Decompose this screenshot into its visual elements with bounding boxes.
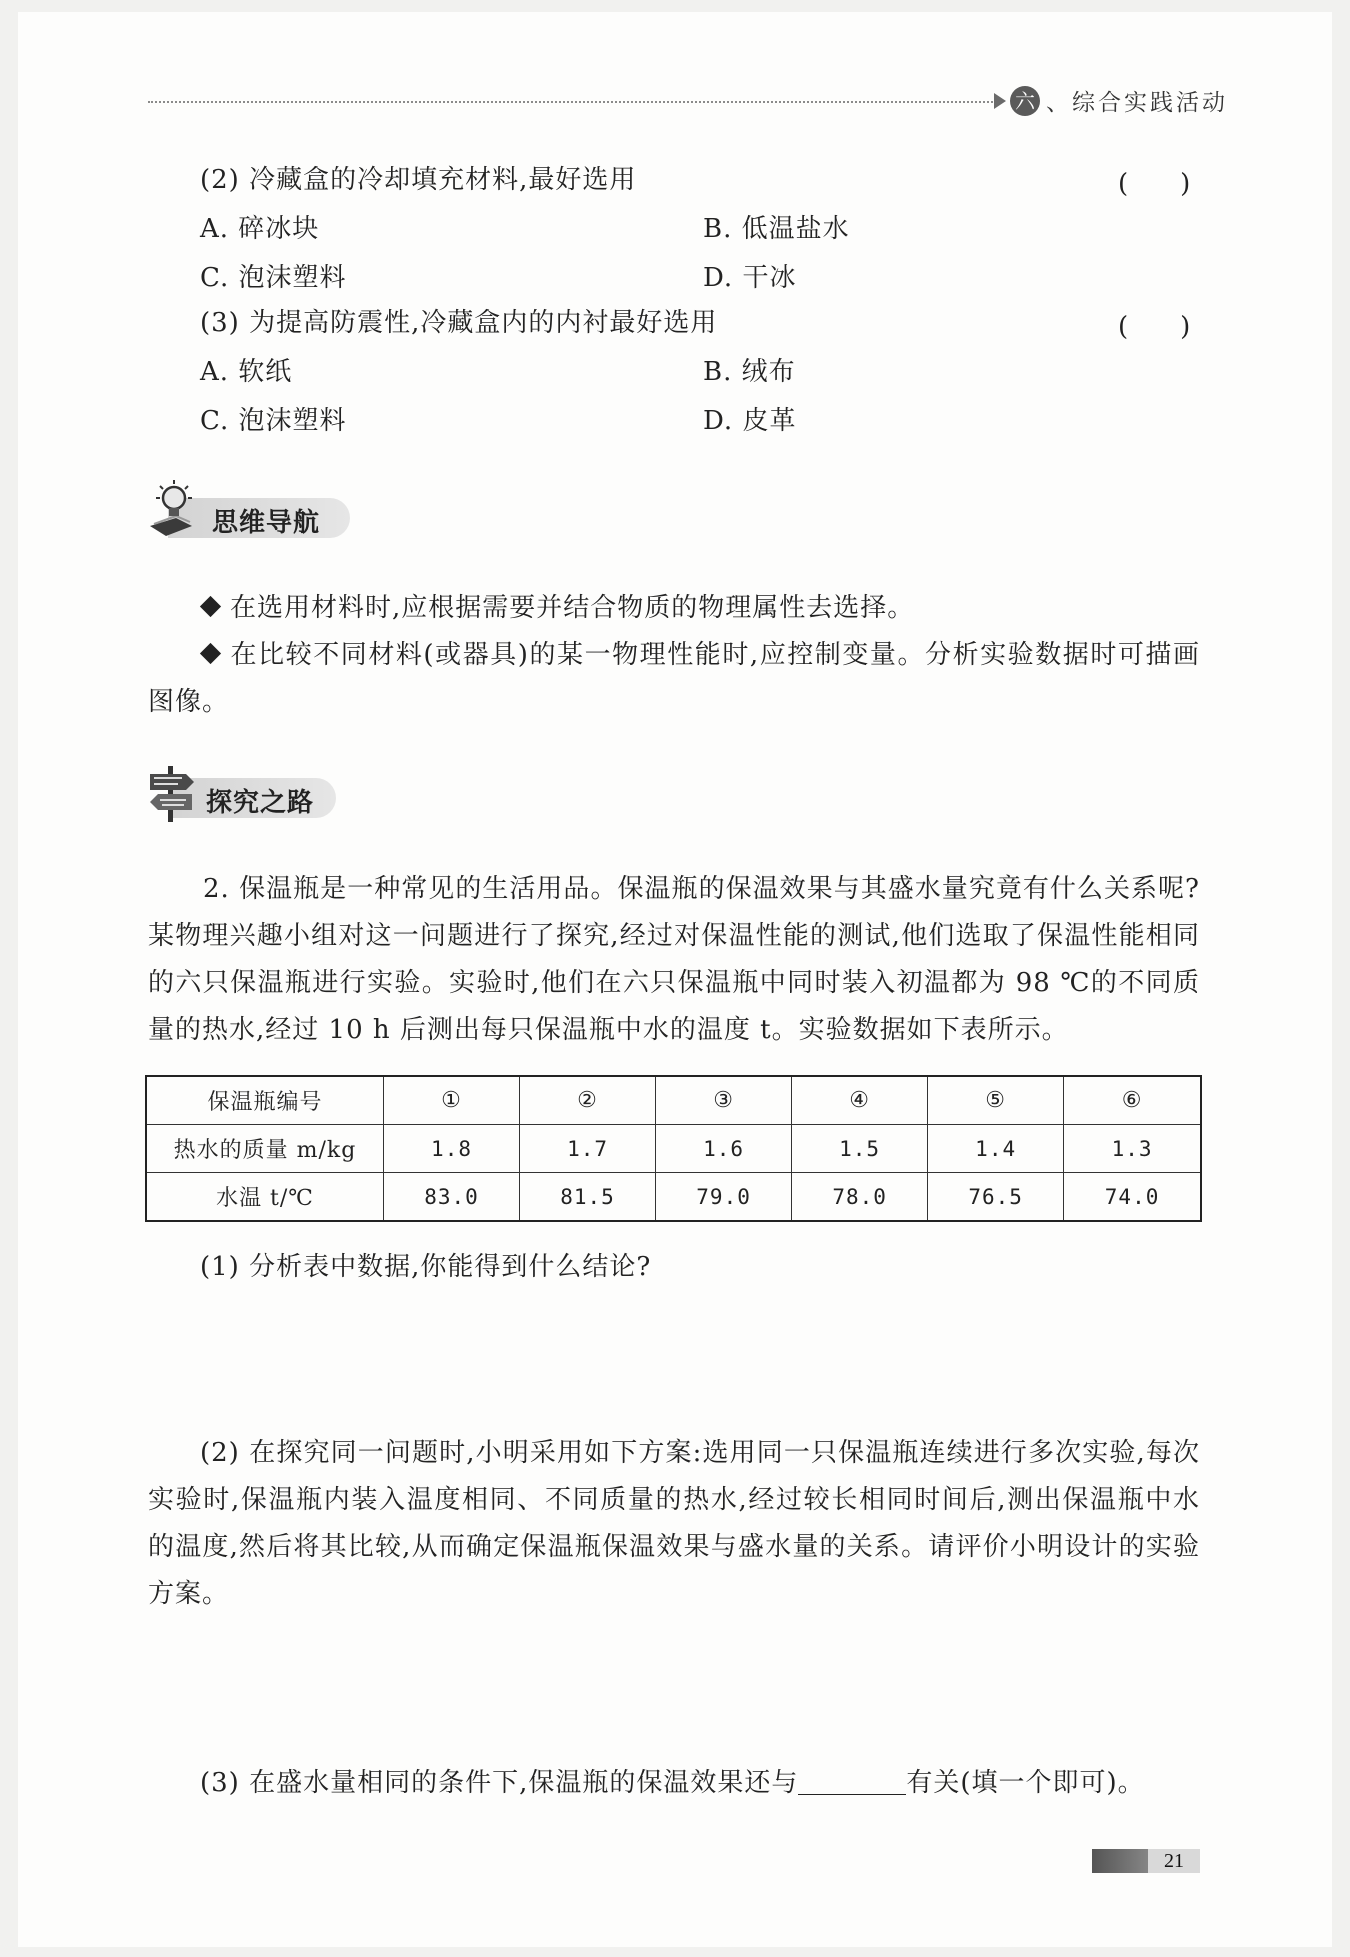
table-cell: 83.0: [384, 1173, 520, 1222]
question-3-option-b: B. 绒布: [703, 357, 796, 387]
fill-in-blank[interactable]: [798, 1766, 906, 1795]
question-3-answer-paren[interactable]: ( ): [1118, 312, 1191, 342]
chapter-number-badge: 六: [1010, 86, 1040, 116]
header-rule: [148, 101, 996, 103]
lightbulb-book-icon: [146, 478, 198, 542]
page-number: 21: [1148, 1849, 1200, 1873]
question-2-option-d: D. 干冰: [703, 263, 797, 293]
question-2-option-c: C. 泡沫塑料: [200, 263, 347, 293]
experiment-data-table: [145, 1075, 1202, 1222]
question-2-answer-paren[interactable]: ( ): [1118, 169, 1191, 199]
row-label-ids: 保温瓶编号: [146, 1076, 384, 1125]
table-cell: ①: [384, 1076, 520, 1125]
question-3-option-c: C. 泡沫塑料: [200, 406, 347, 436]
table-cell: 74.0: [1064, 1173, 1201, 1222]
row-label-temp: 水温 t/℃: [146, 1173, 384, 1222]
table-cell: ⑤: [928, 1076, 1064, 1125]
table-cell: 1.4: [928, 1125, 1064, 1173]
table-cell: 1.6: [656, 1125, 792, 1173]
table-cell: 1.8: [384, 1125, 520, 1173]
sub-question-1: (1) 分析表中数据,你能得到什么结论?: [200, 1252, 652, 1282]
row-label-mass: 热水的质量 m/kg: [146, 1125, 384, 1173]
table-cell: ②: [520, 1076, 656, 1125]
table-row-mass: [146, 1125, 1201, 1173]
sub-question-2: (2) 在探究同一问题时,小明采用如下方案:选用同一只保温瓶连续进行多次实验,每次实验时,保温瓶内装入温度相同、不同质量的热水,经过较长相同时间后,测出保温瓶中水的温度,然后将其比较,从而确定保温瓶保温效果与盛水量的关系。请评价小明设计的实验方案。: [148, 1438, 1200, 1609]
table-row-ids: [146, 1076, 1201, 1125]
signpost-icon: [146, 762, 198, 824]
table-cell: ④: [792, 1076, 928, 1125]
question-2-stem: (2) 冷藏盒的冷却填充材料,最好选用: [200, 165, 637, 195]
section-explore-title: 探究之路: [206, 788, 315, 818]
table-cell: 1.3: [1064, 1125, 1201, 1173]
question-2-option-b: B. 低温盐水: [703, 214, 850, 244]
table-cell: ③: [656, 1076, 792, 1125]
sub-question-3: (3) 在盛水量相同的条件下,保温瓶的保温效果还与 有关(填一个即可)。: [200, 1768, 1145, 1798]
section-thinking-title: 思维导航: [212, 508, 321, 538]
question-2-option-a: A. 碎冰块: [200, 214, 320, 244]
thinking-bullet-1: 在选用材料时,应根据需要并结合物质的物理属性去选择。: [203, 591, 914, 625]
table-cell: 1.7: [520, 1125, 656, 1173]
table-cell: ⑥: [1064, 1076, 1201, 1125]
table-cell: 79.0: [656, 1173, 792, 1222]
diamond-bullet-icon: [200, 643, 221, 664]
answer-area-2[interactable]: [148, 1620, 1200, 1740]
answer-area-1[interactable]: [148, 1300, 1200, 1420]
question-3-option-d: D. 皮革: [703, 406, 797, 436]
table-cell: 1.5: [792, 1125, 928, 1173]
header-arrow-icon: [994, 93, 1006, 109]
diamond-bullet-icon: [200, 596, 221, 617]
chapter-title: 、综合实践活动: [1046, 90, 1228, 116]
table-cell: 81.5: [520, 1173, 656, 1222]
question-3-stem: (3) 为提高防震性,冷藏盒内的内衬最好选用: [200, 308, 718, 338]
thinking-bullet-2: 在比较不同材料(或器具)的某一物理性能时,应控制变量。分析实验数据时可描画图像。: [148, 640, 1200, 717]
table-cell: 78.0: [792, 1173, 928, 1222]
question-3-option-a: A. 软纸: [200, 357, 293, 387]
problem-2-intro: 2. 保温瓶是一种常见的生活用品。保温瓶的保温效果与其盛水量究竟有什么关系呢?某物理兴趣小组对这一问题进行了探究,经过对保温性能的测试,他们选取了保温性能相同的六只保温瓶进行实验。实验时,他们在六只保温瓶中同时装入初温都为 98 ℃的不同质量的热水,经过 10 h 后测出每只保温瓶中水的温度 t。实验数据如下表所示。: [148, 874, 1200, 1045]
table-row-temp: [146, 1173, 1201, 1222]
table-cell: 76.5: [928, 1173, 1064, 1222]
